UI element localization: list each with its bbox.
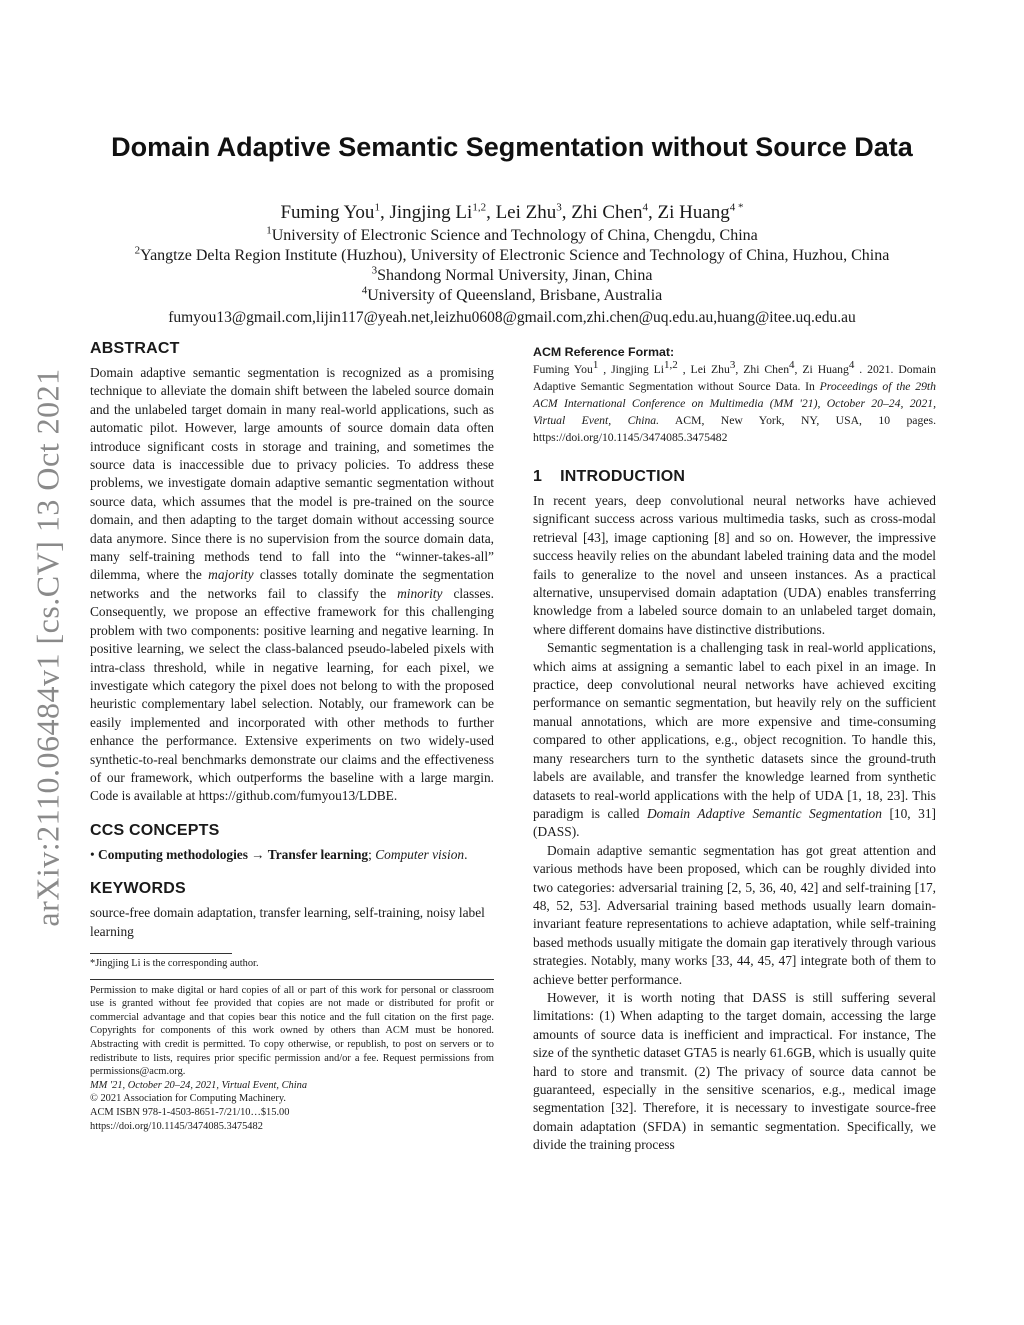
intro-paragraph: However, it is worth noting that DASS is still suffering several limitations: (1) When adapting to the target domain, accessing the large amounts of source data is inefficient and impractical. For instance, The size of the synthetic dataset GTA5 is nearly 61.6GB, which is usually quite hard to store and transmit. (2) The privacy of source data cannot be guaranteed, especially in the sensitive scenarios, e.g., medical image segmentation [32]. Therefore, it is necessary to investigate source-free domain adaptation (SFDA) in semantic segmentation. Specifically, we divide the training process (533, 989, 936, 1153)
author-name: Zi Huang (657, 202, 730, 223)
author-name: Zhi Chen (571, 202, 643, 223)
affiliation: $^1$University of Electronic Science and Technology of China, Chengdu, China (266, 224, 758, 244)
author-sup: 4 (642, 201, 648, 214)
keywords-text: source-free domain adaptation, transfer learning, self-training, noisy label learning (90, 905, 485, 939)
arxiv-stamp (28, 350, 68, 945)
author-block (0, 200, 1024, 328)
arxiv-id: arXiv:2110.06484v1 [cs.CV] 13 Oct 2021 (29, 368, 66, 927)
affiliation: $^4$University of Queensland, Brisbane, Australia (361, 284, 663, 304)
permission-text: Permission to make digital or hard copies of all or part of this work for personal or classroom use is granted without fee provided that copies are not made or distributed for profit or commercial advantage and that copies bear this notice and the full citation on the first page. Copyrights for components of this work owned by others than ACM must be honored. Abstracting with credit is permitted. To copy otherwise, or republish, to post on servers or to redistribute to lists, requires prior specific permission and/or a fee. Request permissions from permissions@acm.org. (90, 984, 494, 1078)
intro-paragraph: In recent years, deep convolutional neural networks have achieved significant success across various multimedia tasks, such as cross-modal retrieval [43], image captioning [8] and so on. However, the impressive success heavily relies on the abundant labeled training data and the model fails to generalize to the novel and unseen instances. As a practical alternative, unsupervised domain adaptation (UDA) enables transferring knowledge from a labeled source domain to an unlabeled target domain, where different domains have distinctive distributions. (533, 493, 936, 637)
abstract-text: Domain adaptive semantic segmentation is recognized as a promising technique to alleviate the domain shift between the labeled source domain and the unlabeled target domain in many real-world applications, such as automatic pilot. However, large amounts of source domain data often introduce significant costs in storage and training, and sometimes the source data is inaccessible due to privacy policies. To address these problems, we investigate domain adaptive semantic segmentation without source data, which assumes that the model is pre-trained on the source domain, and then adapting to the target domain without accessing source data anymore. Since there is no supervision from the source domain data, many self-training methods tend to fall into the “winner-takes-all” dilemma, where the majority classes totally dominate the segmentation networks and the networks fail to classify the minority classes. Consequently, we propose an effective framework for this challenging problem with two components: positive learning and negative learning. In positive learning, we select the class-balanced pseudo-labeled pixels with intra-class threshold, while in negative learning, for each pixel, we investigate which category the pixel does not belong to with the proposed heuristic complementary label selection. Notably, our framework can be easily implemented and incorporated with other methods to further enhance the performance. Extensive experiments on two widely-used synthetic-to-real benchmarks demonstrate our claims and the effectiveness of our framework, which outperforms the baseline with a large margin. Code is available at https://github.com/fumyou13/LDBE. (90, 365, 494, 804)
author-name: Fuming You (280, 202, 375, 223)
author-list: Fuming You$^1$, Jingjing Li$^{1,2}$, Lei Zhu$^3$, Zhi Chen$^4$, Zi Huang$^{4 *}$ (280, 201, 744, 223)
conference-info: MM '21, October 20–24, 2021, Virtual Event, China (90, 1079, 308, 1091)
author-name: Lei Zhu (495, 202, 557, 223)
section-number: 1 (533, 468, 543, 485)
intro-paragraph: Semantic segmentation is a challenging task in real-world applications, which aims at assigning a semantic label to each pixel in an image. In practice, deep convolutional neural networks have achieved exciting performance on semantic segmentation, but heavily rely on the sufficient manual annotations, which are more expensive and time-consuming compared to other applications, e.g., object recognition. To handle this, many researchers turn to the synthetic datasets since the ground-truth labels are available, and transfer the knowledge learned from synthetic datasets to real-world applications with the help of UDA [1, 18, 23]. This paradigm is called Domain Adaptive Semantic Segmentation [10, 31] (DASS). (533, 640, 937, 840)
author-sup: 1,2 (472, 201, 487, 214)
author-sup: 1 (374, 201, 380, 214)
keywords-heading: KEYWORDS (90, 880, 186, 898)
intro-heading (533, 468, 936, 486)
doi-link[interactable]: https://doi.org/10.1145/3474085.3475482 (90, 1120, 263, 1132)
copyright: © 2021 Association for Computing Machinery. (90, 1093, 286, 1105)
isbn: ACM ISBN 978-1-4503-8651-7/21/10…$15.00 (90, 1106, 290, 1118)
paper-title: Domain Adaptive Semantic Segmentation without Source Data (111, 132, 913, 162)
author-sup: 3 (556, 201, 562, 214)
ccs-heading: CCS CONCEPTS (90, 821, 220, 839)
author-emails: fumyou13@gmail.com,lijin117@yeah.net,leizhu0608@gmail.com,zhi.chen@uq.edu.au,huang@itee.uq.edu.au (168, 309, 856, 326)
abstract-heading: ABSTRACT (90, 340, 180, 357)
right-column (533, 345, 936, 1155)
intro-paragraph: Domain adaptive semantic segmentation has got great attention and various methods have been proposed, which can be roughly divided into two categories: adversarial training [2, 5, 36, 40, 42] and self-training [17, 48, 52, 53]. Adversarial training based methods usually learn domain-invariant feature representations to achieve adaptation, while self-training based methods usually mitigate the domain gap iteratively through various strategies. Notably, many works [33, 44, 45, 47] integrate both of them to achieve better performance. (533, 842, 936, 987)
author-sup: 4 * (729, 201, 744, 214)
acm-ref-text: Fuming You$^1$ , Jingjing Li$^{1,2}$ , Lei Zhu$^3$, Zhi Chen$^4$, Zi Huang$^4$ . 2021. Domain Adaptive Semantic Segmentation without Source Data. In Proceedings of the 29th ACM International Conference on Multimedia (MM '21), October 20–24, 2021, Virtual Event, China. ACM, New York, NY, USA, 10 pages. https://doi.org/10.1145/3474085.3475482 (533, 359, 936, 444)
ccs-text: • Computing methodologies → Transfer learning; Computer vision. (90, 846, 468, 862)
left-column (90, 340, 494, 1133)
affiliation: $^3$Shandong Normal University, Jinan, China (371, 264, 653, 284)
permission-block (90, 984, 494, 1134)
section-title: INTRODUCTION (560, 468, 686, 485)
author-name: Jingjing Li (389, 202, 473, 223)
affiliation: $^2$Yangtze Delta Region Institute (Huzhou), University of Electronic Science and Technology of China, Huzhou, China (134, 244, 890, 264)
acm-ref-heading: ACM Reference Format: (533, 345, 675, 359)
permission-rule (90, 979, 494, 980)
footnote: *Jingjing Li is the corresponding author. (90, 957, 259, 969)
footnote-rule (90, 953, 232, 954)
